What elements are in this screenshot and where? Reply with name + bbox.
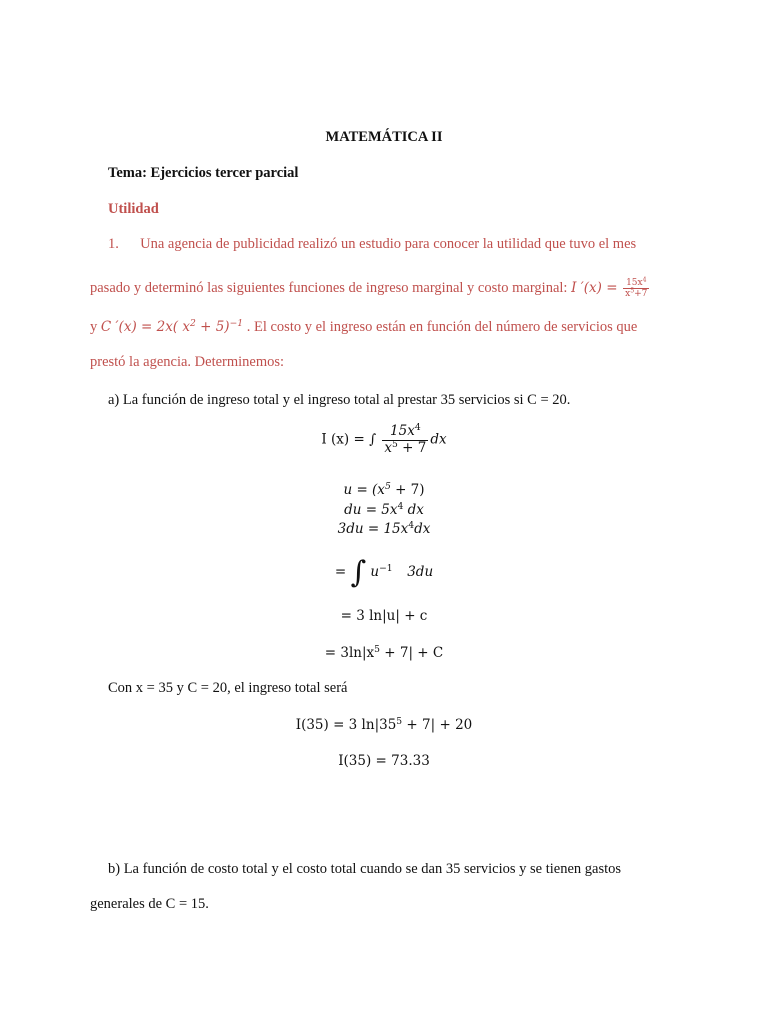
integral-equation: I (x) = ∫ $\frac{15x^4}{x^5 + 7}$ dx — [321, 421, 447, 456]
substitution-u: $u = (x^5 + 7)$ — [343, 480, 425, 498]
problem-text-2: pasado y determinó las siguientes funciones de ingreso marginal y costo marginal: — [90, 280, 568, 297]
substitution-3du: $3du = 15x^4dx$ — [337, 519, 431, 537]
income-evaluation: I(35) = 3 $\ln|35^5 + 7| + 20$ — [295, 715, 473, 733]
section-heading: Utilidad — [108, 201, 159, 217]
log-step: = 3 ln|u| + c — [340, 608, 428, 624]
problem-line-3: y C ′(x) = 2x( $x^2 + 5)^{-1}$ . El costo y el ingreso están en función del número de servicios que — [90, 317, 638, 335]
part-b-line-1: b) La función de costo total y el costo total cuando se dan 35 servicios y se tienen gastos — [108, 861, 622, 877]
topic-heading: Tema: Ejercicios tercer parcial — [108, 165, 299, 181]
part-b-line-2: generales de C = 15. — [90, 896, 209, 912]
problem-line-4: prestó la agencia. Determinemos: — [90, 354, 285, 370]
problem-line-1 — [108, 236, 636, 253]
marginal-income-fraction: $\frac{15x^4}{x^5+7}$ — [625, 276, 648, 300]
part-a-statement: a) La función de ingreso total y el ingreso total al prestar 35 servicios si C = 20. — [108, 392, 571, 408]
problem-text-3: . El costo y el ingreso están en función del número de servicios que — [246, 319, 638, 335]
integral-step: = ∫ $u^{-1}$ 3du — [334, 555, 434, 590]
substitution-du: du = $5x^4$ dx — [344, 500, 424, 518]
problem-text-1: Una agencia de publicidad realizó un estudio para conocer la utilidad que tuvo el mes — [140, 236, 637, 252]
marginal-income-lhs: I ′(x) = — [571, 280, 618, 297]
integral-sign-icon: ∫ — [350, 555, 367, 590]
income-conclusion: Con x = 35 y C = 20, el ingreso total será — [108, 680, 348, 696]
problem-line-2 — [90, 278, 651, 300]
integrand-fraction: $\frac{15x^4}{x^5 + 7}$ — [384, 421, 427, 456]
antiderivative-result: = $3\ln|x^5 + 7| + C$ — [324, 643, 444, 661]
problem-number: 1. — [108, 236, 119, 252]
income-result: I(35) = 73.33 — [338, 753, 430, 769]
document-title: MATEMÁTICA II — [325, 129, 443, 145]
marginal-cost: C ′(x) = 2x( $x^2 + 5)^{-1}$ — [100, 317, 244, 335]
